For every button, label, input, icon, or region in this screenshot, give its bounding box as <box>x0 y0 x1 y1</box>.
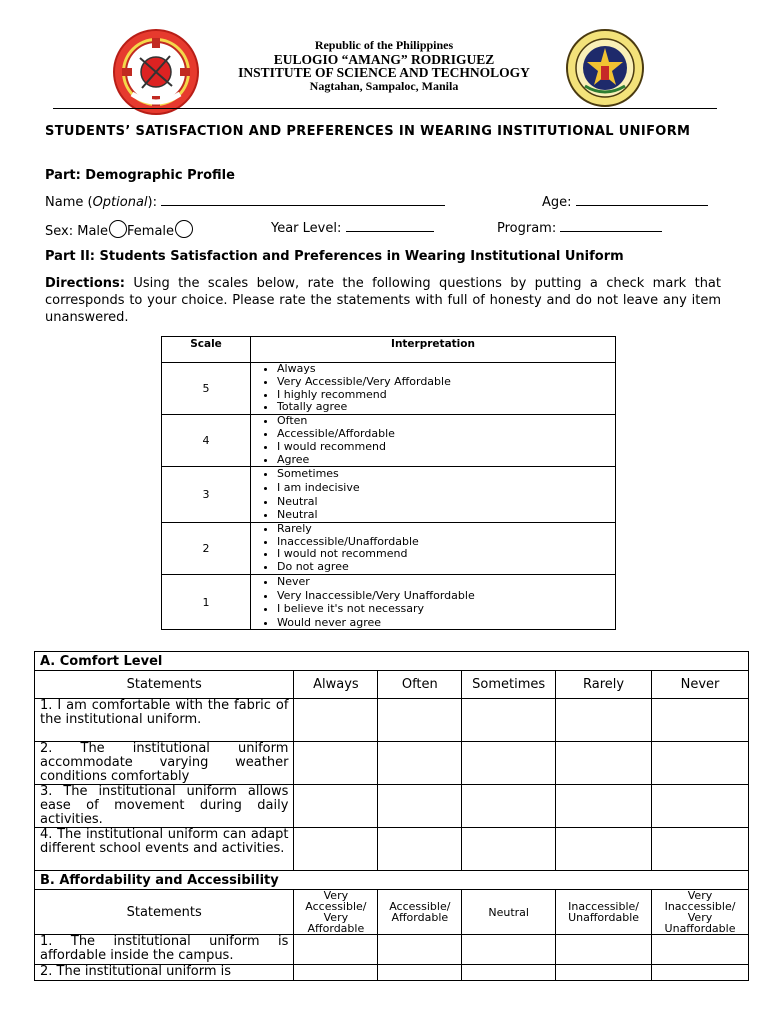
scale-value: 4 <box>162 415 251 467</box>
answer-cell[interactable] <box>556 699 652 742</box>
interpretation-item: • Very Accessible/Very Affordable <box>277 376 615 389</box>
directions-text: Using the scales below, rate the following questions by putting a check mark that corresponds to your choice. Please rate the statements with full of honesty and do not leave any item unanswered. <box>45 276 721 325</box>
statement-text: 4. The institutional uniform can adapt different school events and activities. <box>35 828 294 871</box>
answer-cell[interactable] <box>652 828 749 871</box>
scale-table <box>161 336 616 630</box>
inaccessible-header: Inaccessible/ Unaffordable <box>556 890 652 935</box>
answer-cell[interactable] <box>462 828 556 871</box>
name-row <box>45 194 445 210</box>
answer-cell[interactable] <box>652 785 749 828</box>
scale-row <box>162 574 616 629</box>
directions <box>45 275 721 326</box>
answer-cell[interactable] <box>462 785 556 828</box>
very-inaccessible-header: Very Inaccessible/ Very Unaffordable <box>652 890 749 935</box>
very-accessible-header: Very Accessible/ Very Affordable <box>294 890 378 935</box>
interpretation-item: • Often <box>277 415 615 428</box>
statement-text: 1. I am comfortable with the fabric of the institutional uniform. <box>35 699 294 742</box>
year-level-label: Year Level: <box>271 221 342 236</box>
interpretation-item: • I believe it's not necessary <box>277 602 615 616</box>
scale-header: Scale <box>162 337 251 363</box>
year-level-row <box>271 220 434 236</box>
name-label: Name ( <box>45 195 93 210</box>
interpretation-item: • I would not recommend <box>277 548 615 561</box>
male-radio[interactable] <box>109 220 127 238</box>
interpretation-item: • Neutral <box>277 495 615 509</box>
scale-value: 1 <box>162 574 251 629</box>
answer-cell[interactable] <box>294 785 378 828</box>
year-level-field[interactable] <box>346 220 434 232</box>
interpretation-item: • Sometimes <box>277 467 615 481</box>
often-header: Often <box>378 671 462 699</box>
statement-text: 3. The institutional uniform allows ease of movement during daily activities. <box>35 785 294 828</box>
statement-text: 2. The institutional uniform accommodate varying weather conditions comfortably <box>35 742 294 785</box>
statements-header: Statements <box>35 890 294 935</box>
program-label: Program: <box>497 221 557 236</box>
answer-cell[interactable] <box>378 935 462 965</box>
scale-value: 2 <box>162 522 251 574</box>
answer-cell[interactable] <box>462 935 556 965</box>
answer-cell[interactable] <box>652 935 749 965</box>
part2-heading: Part II: Students Satisfaction and Preferences in Wearing Institutional Uniform <box>45 249 624 264</box>
interpretation-item: • Totally agree <box>277 401 615 414</box>
answer-cell[interactable] <box>462 742 556 785</box>
interpretation-item: • Agree <box>277 454 615 467</box>
answer-cell[interactable] <box>378 828 462 871</box>
statements-header: Statements <box>35 671 294 699</box>
scale-row <box>162 415 616 467</box>
never-header: Never <box>652 671 749 699</box>
neutral-header: Neutral <box>462 890 556 935</box>
program-row <box>497 220 662 236</box>
section-a-title-row <box>35 652 749 671</box>
answer-cell[interactable] <box>378 965 462 981</box>
answer-cell[interactable] <box>294 699 378 742</box>
answer-cell[interactable] <box>378 742 462 785</box>
answer-cell[interactable] <box>556 965 652 981</box>
age-label: Age: <box>542 195 572 210</box>
table-row <box>35 699 749 742</box>
page-title: STUDENTS’ SATISFACTION AND PREFERENCES IN WEARING INSTITUTIONAL UNIFORM <box>45 124 691 139</box>
answer-cell[interactable] <box>294 965 378 981</box>
answer-cell[interactable] <box>294 742 378 785</box>
sex-row <box>45 220 193 239</box>
sex-female-label: Female <box>127 224 175 239</box>
survey-table <box>34 651 749 981</box>
header-country: Republic of the Philippines <box>314 38 454 52</box>
interpretation-item: • Accessible/Affordable <box>277 428 615 441</box>
name-label-suffix: ): <box>147 195 157 210</box>
interpretation-item: • Do not agree <box>277 561 615 574</box>
interpretation-item: • I highly recommend <box>277 389 615 402</box>
answer-cell[interactable] <box>556 742 652 785</box>
section-b-header-row <box>35 890 749 935</box>
program-field[interactable] <box>560 220 662 232</box>
header <box>0 28 768 108</box>
part1-heading: Part: Demographic Profile <box>45 168 235 183</box>
scale-table-header <box>162 337 616 363</box>
header-school-line1: EULOGIO “AMANG” RODRIGUEZ <box>273 52 495 67</box>
table-row <box>35 828 749 871</box>
header-address: Nagtahan, Sampaloc, Manila <box>309 79 459 93</box>
interpretation-item: • Rarely <box>277 523 615 536</box>
answer-cell[interactable] <box>652 965 749 981</box>
interpretation-item: • Neutral <box>277 508 615 522</box>
rarely-header: Rarely <box>556 671 652 699</box>
scale-row <box>162 363 616 415</box>
sometimes-header: Sometimes <box>462 671 556 699</box>
table-row <box>35 965 749 981</box>
interpretation-item: • Would never agree <box>277 616 615 630</box>
table-row <box>35 785 749 828</box>
interpretation-item: • I am indecisive <box>277 481 615 495</box>
scale-value: 5 <box>162 363 251 415</box>
section-a-title: A. Comfort Level <box>35 652 749 671</box>
answer-cell[interactable] <box>462 965 556 981</box>
scale-value: 3 <box>162 467 251 522</box>
answer-cell[interactable] <box>462 699 556 742</box>
section-a-header-row <box>35 671 749 699</box>
name-field[interactable] <box>161 194 445 206</box>
sex-male-label: Sex: Male <box>45 224 109 239</box>
answer-cell[interactable] <box>652 742 749 785</box>
table-row <box>35 935 749 965</box>
answer-cell[interactable] <box>294 935 378 965</box>
interpretation-item: • Always <box>277 363 615 376</box>
statement-text: 1. The institutional uniform is affordable inside the campus. <box>35 935 294 965</box>
age-row <box>542 194 708 210</box>
answer-cell[interactable] <box>556 935 652 965</box>
scale-row <box>162 522 616 574</box>
accessible-header: Accessible/ Affordable <box>378 890 462 935</box>
answer-cell[interactable] <box>378 699 462 742</box>
header-divider <box>53 108 717 109</box>
answer-cell[interactable] <box>294 828 378 871</box>
answer-cell[interactable] <box>378 785 462 828</box>
section-b-title: B. Affordability and Accessibility <box>35 871 749 890</box>
female-radio[interactable] <box>175 220 193 238</box>
directions-label: Directions: <box>45 276 125 291</box>
answer-cell[interactable] <box>556 828 652 871</box>
interpretation-header: Interpretation <box>251 337 616 363</box>
header-school-line2: INSTITUTE OF SCIENCE AND TECHNOLOGY <box>238 65 530 80</box>
interpretation-item: • Inaccessible/Unaffordable <box>277 536 615 549</box>
answer-cell[interactable] <box>556 785 652 828</box>
section-b-title-row <box>35 871 749 890</box>
scale-row <box>162 467 616 522</box>
name-optional-label: Optional <box>92 195 148 210</box>
always-header: Always <box>294 671 378 699</box>
statement-text: 2. The institutional uniform is <box>35 965 294 981</box>
answer-cell[interactable] <box>652 699 749 742</box>
interpretation-item: • Never <box>277 575 615 589</box>
interpretation-item: • Very Inaccessible/Very Unaffordable <box>277 589 615 603</box>
interpretation-item: • I would recommend <box>277 441 615 454</box>
table-row <box>35 742 749 785</box>
age-field[interactable] <box>576 194 708 206</box>
